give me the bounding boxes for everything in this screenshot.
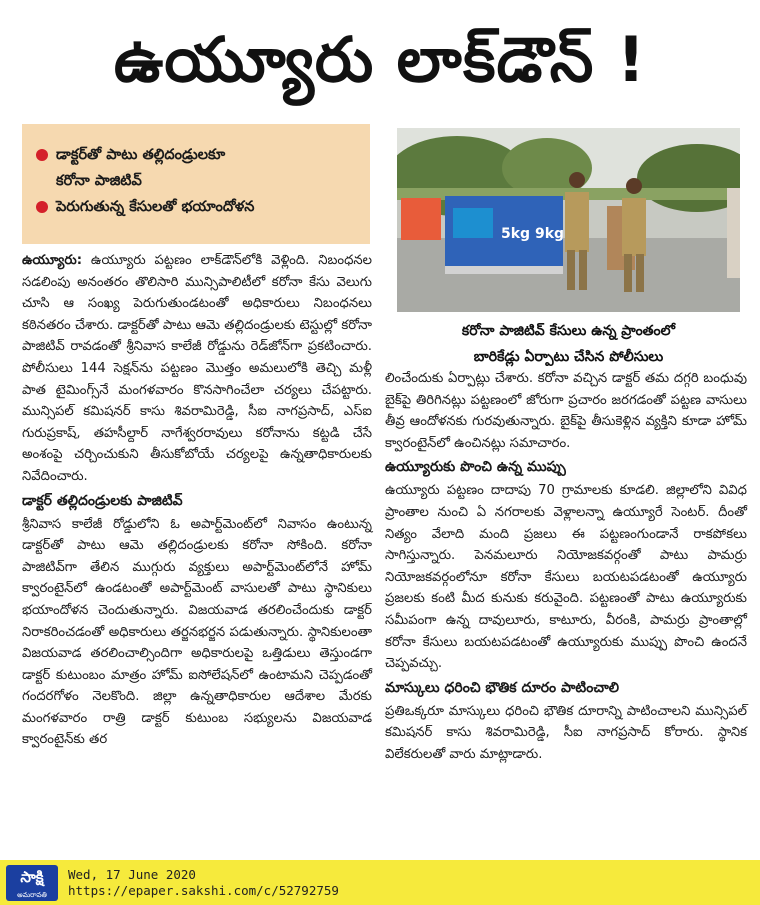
highlight-item-continued — [36, 168, 358, 194]
red-bullet-icon — [36, 149, 48, 161]
logo-subtext: అమరావతి — [17, 890, 47, 899]
article-column-left — [22, 250, 372, 751]
publication-date: Wed, 17 June 2020 — [68, 866, 196, 882]
logo-text: సాక్షి — [20, 867, 44, 886]
dateline: ఉయ్యూరు: — [22, 253, 82, 268]
highlights-box — [22, 124, 370, 244]
highlight-item — [36, 142, 358, 168]
footer-meta — [68, 867, 339, 899]
sakshi-logo[interactable] — [6, 865, 58, 901]
police-barricade-photo — [397, 128, 740, 312]
highlight-text: పెరుగుతున్న కేసులతో భయాందోళన — [56, 199, 255, 215]
epaper-url[interactable]: https://epaper.sakshi.com/c/52792759 — [68, 882, 339, 898]
news-photo — [397, 128, 740, 312]
paragraph-4: ఉయ్యూరు పట్టణం దాదాపు 70 గ్రామాలకు కూడలి. జిల్లాలోని వివిధ ప్రాంతాల నుంచి ఏ నగరాలకు వెళ్లాలన్నా ఉయ్యూరే సెంటర్‌. దీంతో నిత్యం వేలాది మంది ప్రజలు ఈ పట్టణంగుండానే రాకపోకలు సాగిస్తున్నారు. పెనమలూరు నియోజకవర్గంతో పాటు పామర్రు నియోజకవర్గంలోనూ కరోనా కేసులు బయటపడటంతో ఉయ్యూరు ప్రజలకు కంటి మీద కునుకు కరువైంది. పట్టణంతో పాటు ఉయ్యూరుకు సమీపంగా ఉన్న దావులూరు, కాటూరు, వీరంకి, పామర్రు ప్రాంతాల్లో కరోనా కేసులు బయటపడటంతో ఉయ్యూరుకు ముప్పు పొంచి ఉందనే చెప్పవచ్చు. — [385, 483, 747, 672]
paragraph-text: ఉయ్యూరు పట్టణం లాక్‌డౌన్‌లోకి వెళ్లింది. నిబంధనల సడలింపు అనంతరం తొలిసారి మున్సిపాలిటీలో కరోనా కేసు వెలుగు చూసి ఆ సంఖ్య పెరుగుతుండటంతో అధికారులు నిబంధనలు కఠినతరం చేశారు. డాక్టర్‌తో పాటు ఆమె తల్లిదండ్రులకు టెస్టుల్లో కరోనా పాజిటివ్‌ రావడంతో శ్రీనివాస కాలేజీ రోడ్డును రెడ్‌జోన్‌గా ప్రకటించారు. పోలీసులు 144 సెక్షన్‌ను పట్టణం మొత్తం అమలులోకి తెచ్చి మళ్లీ పాత టైమింగ్స్‌నే మంగళవారం కొనసాగించేలా చర్యలు చేపట్టారు. మున్సిపల్‌ కమిషనర్‌ కాసు శివరామిరెడ్డి, సీఐ నాగప్రసాద్‌, ఎస్‌ఐ గురుప్రకాష్‌, తహసీల్దార్‌ నాగేశ్వరరావులు కరోనాను కట్టడి చేసే అంశంపై చర్చించుకుని తీసుకోబోయే చర్యలపై ఉన్నతాధికారులకు నివేదించారు. — [22, 253, 372, 484]
paragraph-1 — [22, 250, 372, 488]
headline: ఉయ్యూరు లాక్‌డౌన్‌ ! — [113, 23, 647, 96]
highlight-text: కరోనా పాజిటివ్‌ — [56, 173, 142, 189]
caption-line: కరోనా పాజిటివ్‌ కేసులు ఉన్న ప్రాంతంలో — [461, 323, 676, 339]
caption-line: బారికేడ్లు ఏర్పాటు చేసిన పోలీసులు — [473, 349, 664, 365]
paragraph-3: లించేందుకు ఏర్పాట్లు చేశారు. కరోనా వచ్చిన డాక్టర్‌ తమ దగ్గరి బంధువు బైక్‌పై తిరిగినట్లు పట్టణంలో జోరుగా ప్రచారం జరగడంతో పట్టణ వాసులు తీవ్ర ఆందోళనకు గురవుతున్నారు. బైక్‌పై తీసుకెళ్లిన వ్యక్తిని కూడా హోమ్‌ క్వారంటైన్‌లో ఉంచినట్లు సమాచారం. — [385, 371, 747, 451]
highlight-item — [36, 194, 358, 220]
article-column-right — [385, 368, 747, 766]
subheading: ఉయ్యూరుకు పొంచి ఉన్న ముప్పు — [385, 459, 566, 476]
footer-bar — [0, 860, 760, 905]
paragraph-5: ప్రతిఒక్కరూ మాస్కులు ధరించి భౌతిక దూరాన్ని పాటించాలని మున్సిపల్‌ కమిషనర్‌ కాసు శివరామిరెడ్డి, సీఐ నాగప్రసాద్‌ కోరారు. స్థానిక విలేకరులతో వారు మాట్లాడారు. — [385, 703, 747, 762]
red-bullet-icon — [36, 201, 48, 213]
photo-caption — [397, 318, 740, 370]
paragraph-2: శ్రీనివాస కాలేజీ రోడ్డులోని ఓ అపార్ట్‌మెంట్‌లో నివాసం ఉంటున్న డాక్టర్‌తో పాటు ఆమె తల్లిదండ్రులకు కరోనా సోకింది. కరోనా పాజిటివ్‌గా తేలిన ముగ్గురు వ్యక్తులు అపార్ట్‌మెంట్‌లోనే హోమ్‌ క్వారంటైన్‌లో ఉండటంతో అపార్ట్‌మెంట్‌ వాసులతో పాటు స్థానికులు భయాందోళన చెందుతున్నారు. విజయవాడ తరలించేందుకు డాక్టర్‌ నిరాకరించడంతో అధికారులు తర్జనభర్జన పడుతున్నారు. స్థానికులంతా విజయవాడ తరలించాల్సిందిగా అధికారులపై ఒత్తిడులు తెస్తుండగా డాక్టర్‌ కుటుంబం మాత్రం హోమ్‌ ఐసోలేషన్‌లో ఉంటామని చెప్పడంతో గందరగోళం నెలకొంది. జిల్లా ఉన్నతాధికారుల ఆదేశాల మేరకు మంగళవారం రాత్రి డాక్టర్‌ కుటుంబ సభ్యులను విజయవాడ క్వారంటైన్‌కు తర — [22, 516, 372, 748]
subheading: డాక్టర్‌ తల్లిదండ్రులకు పాజిటివ్‌ — [22, 492, 183, 509]
banner-text: 5kg 9kg — [501, 226, 565, 242]
highlight-text: డాక్టర్‌తో పాటు తల్లిదండ్రులకూ — [56, 147, 226, 163]
subheading: మాస్కులు ధరించి భౌతిక దూరం పాటించాలి — [385, 679, 620, 696]
